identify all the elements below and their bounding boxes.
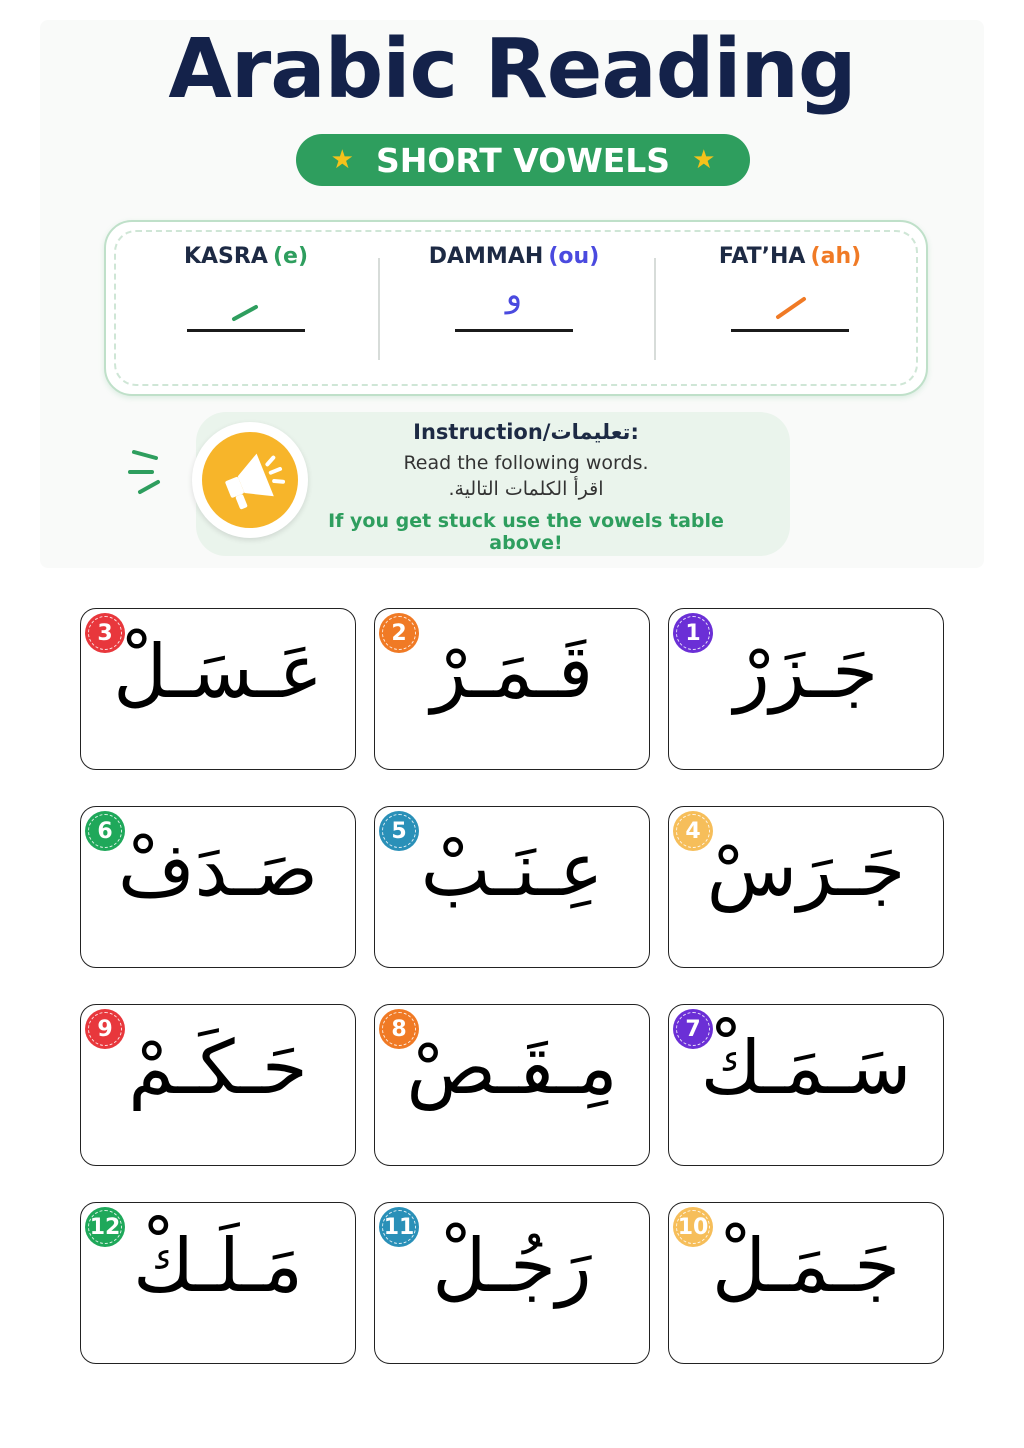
- vowel-sound: (e): [272, 244, 308, 269]
- card-word: جَـزَرْ: [734, 629, 878, 715]
- card-number-badge: 7: [673, 1009, 713, 1049]
- vowel-name: DAMMAH: [428, 244, 544, 269]
- word-card: [80, 806, 356, 968]
- card-number-badge: 2: [379, 613, 419, 653]
- card-number-badge: 11: [379, 1207, 419, 1247]
- word-card: [668, 1202, 944, 1364]
- instruction-tip: If you get stuck use the vowels table above!: [328, 510, 724, 554]
- card-number-badge: 1: [673, 613, 713, 653]
- card-word: رَجُـلْ: [432, 1223, 592, 1309]
- word-card: [80, 608, 356, 770]
- instruction-line-en: Read the following words.: [403, 452, 649, 474]
- vowel-name: FAT’HA: [718, 244, 806, 269]
- card-number-badge: 4: [673, 811, 713, 851]
- card-number-badge: 9: [85, 1009, 125, 1049]
- card-number-badge: 5: [379, 811, 419, 851]
- card-word: صَـدَفْ: [117, 827, 319, 913]
- card-word: سَـمَـكْ: [700, 1025, 912, 1111]
- word-card: [374, 1202, 650, 1364]
- card-word: قَـمَـرْ: [430, 629, 594, 715]
- card-word: عَـسَـلْ: [113, 629, 323, 715]
- word-card: [374, 608, 650, 770]
- card-word: حَـكَـمْ: [128, 1025, 308, 1111]
- card-number-badge: 12: [85, 1207, 125, 1247]
- word-card: [80, 1004, 356, 1166]
- card-word: جَـرَسْ: [706, 827, 906, 913]
- star-icon: ★: [692, 145, 716, 175]
- card-number-badge: 10: [673, 1207, 713, 1247]
- word-card: [374, 1004, 650, 1166]
- star-icon: ★: [330, 145, 354, 175]
- card-number-badge: 6: [85, 811, 125, 851]
- instruction-title: Instruction/تعليمات:: [413, 420, 639, 444]
- word-card: [668, 1004, 944, 1166]
- word-card: [80, 1202, 356, 1364]
- word-card: [668, 608, 944, 770]
- word-card: [668, 806, 944, 968]
- subtitle-text: SHORT VOWELS: [375, 140, 671, 180]
- card-word: عِـنَـبْ: [420, 827, 604, 913]
- instruction-line-ar: اقرأ الكلمات التالية.: [448, 478, 604, 500]
- word-card: [374, 806, 650, 968]
- vowel-sound: (ah): [810, 244, 862, 269]
- card-word: مَـلَـكْ: [133, 1223, 303, 1309]
- card-number-badge: 8: [379, 1009, 419, 1049]
- vowel-name: KASRA: [183, 244, 268, 269]
- card-word: جَـمَـلْ: [712, 1223, 900, 1309]
- card-number-badge: 3: [85, 613, 125, 653]
- vowel-sound: (ou): [548, 244, 600, 269]
- page-title: Arabic Reading: [168, 22, 856, 117]
- card-word: مِـقَـصْ: [406, 1025, 618, 1111]
- dammah-mark-icon: و: [505, 275, 523, 315]
